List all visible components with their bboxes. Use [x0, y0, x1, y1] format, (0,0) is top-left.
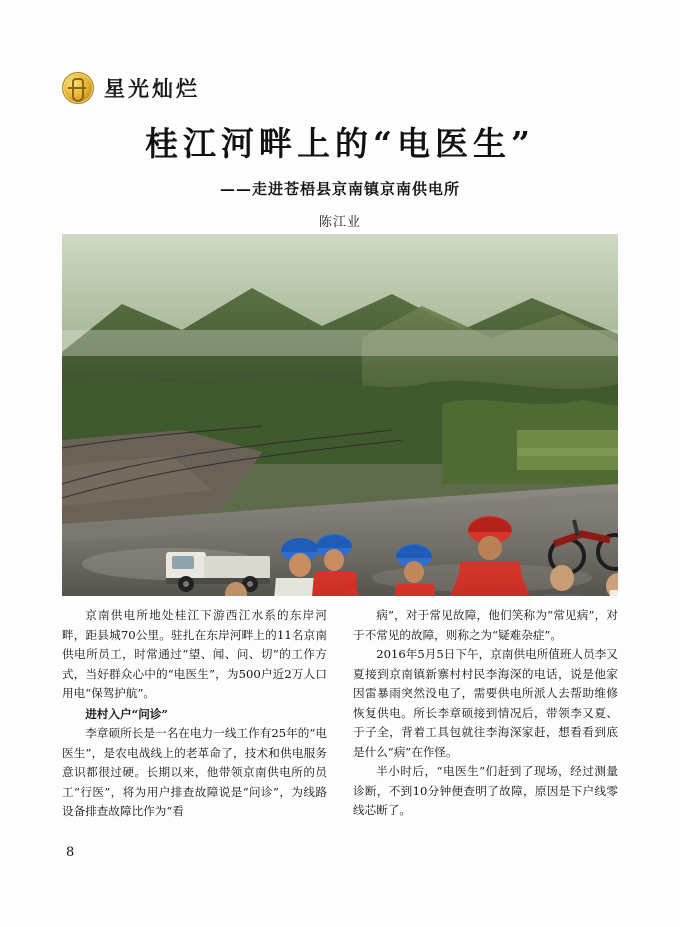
column-right: [353, 606, 618, 822]
column-left: [62, 606, 327, 822]
coin-icon: [62, 72, 94, 104]
masthead-label: 星光灿烂: [104, 76, 200, 101]
paragraph: 半小时后，“电医生”们赶到了现场，经过测量诊断，不到10分钟便查明了故障，原因是下户线零线芯断了。: [353, 764, 618, 817]
photo-illustration: [62, 234, 618, 596]
page-number: 8: [66, 845, 75, 860]
page-title: 桂江河畔上的“电医生”: [145, 124, 535, 163]
section-heading: 进村入户“问诊”: [85, 706, 169, 721]
article-photo: [62, 234, 618, 596]
paragraph: 病”，对于常见故障，他们笑称为“常见病”，对于不常见的故障，则称之为“疑难杂症”。: [353, 608, 618, 642]
paragraph: 2016年5月5日下午，京南供电所值班人员李又夏接到京南镇新寨村村民李海深的电话，说是他家因雷暴雨突然没电了，需要供电所派人去帮助维修恢复供电。所长李章硕接到情况后，带领李又夏、于子全，背着工具包就往李海深家赶，想看看到底是什么“病”在作怪。: [353, 647, 618, 759]
masthead: [62, 72, 200, 104]
paragraph: 京南供电所地处桂江下游西江水系的东岸河畔，距县城70公里。驻扎在东岸河畔上的11名京南供电所员工，时常通过“望、闻、问、切”的工作方式，当好群众心中的“电医生”，为500户近2万人口用电“保驾护航”。: [62, 608, 327, 700]
article-subtitle: ——走进苍梧县京南镇京南供电所: [219, 180, 460, 198]
body-columns: [62, 606, 618, 822]
article-byline: 陈江业: [318, 214, 361, 229]
paragraph: 李章硕所长是一名在电力一线工作有25年的“电医生”，是农电战线上的老革命了，技术和供电服务意识都很过硬。长期以来，他带领京南供电所的员工“行医”，将为用户排查故障说是“问诊”，为线路设备排查故障比作为“看: [62, 726, 327, 818]
